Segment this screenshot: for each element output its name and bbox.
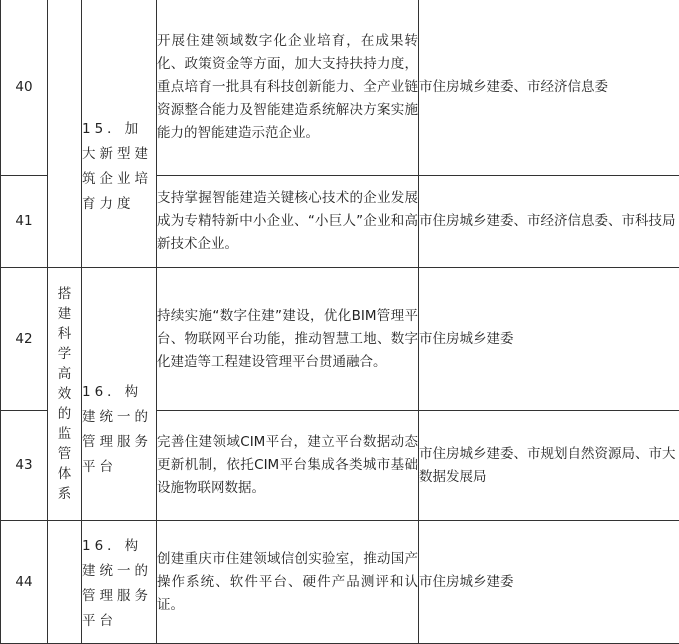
row-number: 42 [1,268,48,411]
table-row [1,521,679,644]
row-number: 40 [1,0,48,176]
subcategory-text: 16．构建统一的管理服务平台 [82,309,156,480]
responsible-department: 市住房城乡建委、市经济信息委、市科技局 [419,176,679,268]
category-cell [48,268,82,521]
subcategory-text: 15．加大新型建筑企业培育力度 [82,51,156,217]
category-cell-blank [48,521,82,644]
task-description: 创建重庆市住建领域信创实验室，推动国产操作系统、软件平台、硬件产品测评和认证。 [157,521,419,644]
row-number: 43 [1,411,48,521]
subcategory-text: 16．构建统一的管理服务平台 [82,530,156,634]
responsible-department: 市住房城乡建委 [419,268,679,411]
task-description: 完善住建领域CIM平台，建立平台数据动态更新机制，依托CIM平台集成各类城市基础设施物联网数据。 [157,411,419,521]
responsible-department: 市住房城乡建委、市经济信息委 [419,0,679,176]
responsible-department: 市住房城乡建委、市规划自然资源局、市大数据发展局 [419,411,679,521]
table-row [1,0,679,176]
category-text: 搭建科学高效的监管体系 [58,284,72,504]
subcategory-cell [82,521,157,644]
task-description: 支持掌握智能建造关键核心技术的企业发展成为专精特新中小企业、“小巨人”企业和高新技术企业。 [157,176,419,268]
row-number: 44 [1,521,48,644]
row-number: 41 [1,176,48,268]
subcategory-cell [82,268,157,521]
category-cell-blank [48,0,82,268]
task-description: 持续实施“数字住建”建设，优化BIM管理平台、物联网平台功能，推动智慧工地、数字化建造等工程建设管理平台贯通融合。 [157,268,419,411]
table-row [1,268,679,411]
responsible-department: 市住房城乡建委 [419,521,679,644]
task-description: 开展住建领域数字化企业培育，在成果转化、政策资金等方面，加大支持扶持力度，重点培育一批具有科技创新能力、全产业链资源整合能力及智能建造系统解决方案实施能力的智能建造示范企业。 [157,0,419,176]
subcategory-cell [82,0,157,268]
